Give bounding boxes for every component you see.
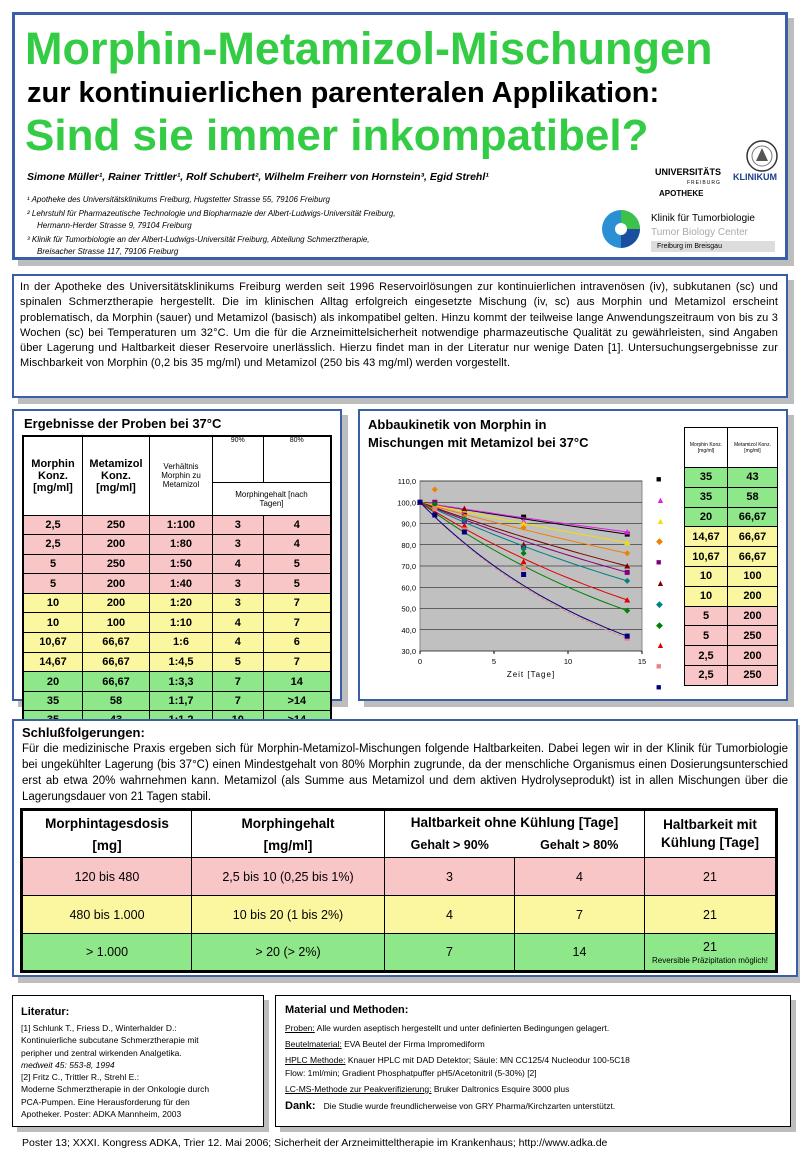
legend-row: [685, 527, 778, 547]
results-cell: 4: [213, 613, 264, 633]
conclusions-cell: 2,5 bis 10 (0,25 bis 1%): [192, 858, 385, 896]
literature-line: [2] Fritz C., Trittler R., Strehl E.:: [21, 1072, 140, 1083]
legend-marker-icon: ▲: [656, 494, 665, 505]
y-tick-label: 70,0: [401, 562, 416, 571]
results-cell: 3: [213, 574, 264, 594]
affiliation-2b: Hermann-Herder Strasse 9, 79104 Freiburg: [37, 221, 192, 230]
methods-title: Material und Methoden:: [285, 1004, 409, 1016]
results-row: [23, 691, 331, 711]
results-cell: 4: [263, 535, 331, 555]
legend-cell: 58: [728, 487, 778, 507]
results-cell: 5: [23, 554, 83, 574]
authors: Simone Müller¹, Rainer Trittler¹, Rolf Schubert², Wilhelm Freiherr von Hornstein³, Egid Strehl¹: [27, 171, 489, 183]
legend-cell: 2,5: [685, 665, 728, 685]
conclusions-panel: [12, 719, 798, 977]
conclusions-table: [20, 808, 778, 973]
methods-hplc-value: Knauer HPLC mit DAD Detektor; Säule: MN CC125/4 Nucleodur 100-5C18: [345, 1055, 630, 1065]
legend-cell: 5: [685, 626, 728, 646]
results-table: [22, 435, 332, 732]
results-row: [23, 535, 331, 555]
legend-cell: 14,67: [685, 527, 728, 547]
legend-marker-icon: ◆: [656, 598, 663, 609]
results-cell: 200: [83, 574, 150, 594]
legend-row: [685, 586, 778, 606]
legend-marker-icon: ■: [656, 474, 662, 484]
legend-marker-icon: ■: [656, 681, 662, 692]
results-cell: 3: [213, 515, 264, 535]
literature-line: medweit 45: 553-8, 1994: [21, 1059, 115, 1070]
legend-row: [685, 665, 778, 685]
x-tick-label: 5: [491, 657, 497, 666]
results-cell: 3: [213, 593, 264, 613]
results-cell: 58: [83, 691, 150, 711]
legend-cell: 200: [728, 606, 778, 626]
logo2-text-c: Freiburg im Breisgau: [651, 241, 775, 252]
results-cell: 7: [263, 613, 331, 633]
conclusions-cell: 3: [385, 858, 515, 896]
data-point: [418, 500, 423, 505]
legend-marker-icon: ▲: [656, 515, 665, 526]
literature-panel: [12, 995, 264, 1127]
y-tick-label: 110,0: [397, 477, 416, 486]
conclusions-cell: 120 bis 480: [22, 858, 192, 896]
legend-marker-icon: ▲: [656, 577, 665, 588]
results-cell: 200: [83, 535, 150, 555]
methods-beutel-value: EVA Beutel der Firma Impromediform: [341, 1039, 485, 1049]
results-row: [23, 554, 331, 574]
literature-line: Kontinuierliche subcutane Schmerztherapie mit: [21, 1035, 199, 1046]
conclusions-row: [22, 858, 777, 896]
legend-row: [685, 547, 778, 567]
legend-cell: 100: [728, 566, 778, 586]
data-point: [625, 634, 630, 639]
results-cell: 4: [263, 515, 331, 535]
results-cell: 5: [263, 554, 331, 574]
results-col-80: 80%: [263, 436, 331, 482]
methods-hplc-flow: Flow: 1ml/min; Gradient Phosphatpuffer pH5/Acetonitril (5-30%) [2]: [285, 1068, 537, 1078]
results-cell: 5: [263, 574, 331, 594]
results-cell: 10: [23, 593, 83, 613]
methods-dank: [285, 1100, 630, 1113]
concl-col-dose-b: [mg]: [92, 838, 122, 853]
results-col-90: 90%: [213, 436, 264, 482]
legend-markers: [656, 469, 676, 698]
conclusions-cell: [645, 934, 777, 972]
results-cell: 1:1,7: [150, 691, 213, 711]
results-cell: 10,67: [23, 633, 83, 653]
title-line-2: zur kontinuierlichen parenteralen Applikation:: [27, 77, 660, 109]
results-row: [23, 652, 331, 672]
results-cell: 66,67: [83, 672, 150, 692]
results-cell: 1:50: [150, 554, 213, 574]
results-col-ratio: Verhältnis Morphin zu Metamizol: [150, 436, 213, 515]
legend-col-morphin: Morphin Konz. [mg/ml]: [685, 428, 728, 468]
legend-cell: 66,67: [728, 507, 778, 527]
concl-col-90: Gehalt > 90%: [385, 834, 515, 858]
results-cell: 14,67: [23, 652, 83, 672]
results-cell: 66,67: [83, 652, 150, 672]
data-point: [521, 566, 526, 571]
legend-marker-icon: ■: [656, 661, 662, 672]
results-cell: 4: [213, 554, 264, 574]
methods-dank-value: Die Studie wurde freundlicherweise von GRY Pharma/Kirchzarten unterstützt.: [323, 1101, 616, 1111]
concl-col-uncooled: Haltbarkeit ohne Kühlung [Tage]: [385, 810, 645, 834]
results-cell: 250: [83, 554, 150, 574]
concl-col-dose-a: Morphintagesdosis: [45, 816, 169, 831]
results-cell: 250: [83, 515, 150, 535]
results-cell: 6: [263, 633, 331, 653]
results-cell: 1:40: [150, 574, 213, 594]
results-cell: 10: [23, 613, 83, 633]
results-row: [23, 593, 331, 613]
conclusions-row: [22, 934, 777, 972]
data-point: [625, 570, 630, 575]
affiliation-2a: ² Lehrstuhl für Pharmazeutische Technologie und Biopharmazie der Albert-Ludwigs-Universität Freiburg,: [27, 209, 396, 218]
results-cell: 200: [83, 593, 150, 613]
legend-cell: 10: [685, 566, 728, 586]
legend-cell: 10: [685, 586, 728, 606]
legend-marker-icon: ◆: [656, 536, 663, 547]
y-tick-label: 40,0: [401, 625, 416, 635]
legend-row: [685, 566, 778, 586]
results-cell: 66,67: [83, 633, 150, 653]
results-col-morphin: Morphin Konz. [mg/ml]: [23, 436, 83, 515]
logo1-text-c: FREIBURG: [687, 180, 721, 186]
title-line-3: Sind sie immer inkompatibel?: [25, 111, 649, 160]
results-cell: 1:100: [150, 515, 213, 535]
concl-col-content: [192, 810, 385, 858]
legend-cell: 250: [728, 626, 778, 646]
conclusions-cooled-value: 21: [703, 939, 717, 954]
results-row: [23, 633, 331, 653]
methods-proben-value: Alle wurden aseptisch hergestellt und unter definierten Bedingungen gelagert.: [314, 1023, 610, 1033]
methods-beutel-key: Beutelmaterial:: [285, 1039, 342, 1049]
logo1-text-a: UNIVERSITÄTS: [655, 167, 722, 177]
conclusions-cooled-value: 21: [703, 907, 717, 922]
results-cell: >14: [263, 691, 331, 711]
concl-col-80: Gehalt > 80%: [514, 834, 644, 858]
legend-cell: 66,67: [728, 547, 778, 567]
data-point: [462, 530, 467, 535]
methods-lcms-value: Bruker Daltronics Esquire 3000 plus: [431, 1084, 570, 1094]
legend-col-metamizol: Metamizol Konz. [mg/ml]: [728, 428, 778, 468]
conclusions-cell: 10 bis 20 (1 bis 2%): [192, 896, 385, 934]
data-point: [432, 513, 437, 518]
concl-col-content-b: [mg/ml]: [263, 838, 313, 853]
results-row: [23, 613, 331, 633]
literature-line: [1] Schlunk T., Friess D., Winterhalder D.:: [21, 1023, 177, 1033]
conclusions-text: Für die medizinische Praxis ergeben sich für Morphin-Metamizol-Mischungen folgende Haltbarkeiten. Dabei legen wir in der Klinik für Tumorbiologie bei ungekühlter Lagerung (bis 37°C) einen Mindestgehalt von 80% Morphin zugrunde, da der menschliche Organismus einen Dosierungsunterschied erst ab etwa 20% wahrnehmen kann. Metamizol (als Summe aus Metamizol und dem aktiven Hydrolyseprodukt) ist in allen Mischungen über die Lagerungsdauer von 21 Tagen stabil.: [22, 743, 788, 803]
results-row: [23, 574, 331, 594]
legend-cell: 2,5: [685, 646, 728, 666]
legend-marker-icon: ■: [656, 557, 662, 568]
results-row: [23, 672, 331, 692]
results-cell: 1:3,3: [150, 672, 213, 692]
legend-cell: 35: [685, 487, 728, 507]
results-cell: 1:6: [150, 633, 213, 653]
legend-cell: 200: [728, 586, 778, 606]
kinetics-chart: [362, 457, 672, 697]
x-tick-label: 0: [417, 657, 423, 666]
methods-proben: [285, 1022, 630, 1035]
results-cell: 100: [83, 613, 150, 633]
conclusions-cell: 7: [385, 934, 515, 972]
title-line-1: Morphin-Metamizol-Mischungen: [25, 23, 713, 74]
legend-cell: 35: [685, 468, 728, 488]
methods-hplc-key: HPLC Methode:: [285, 1055, 346, 1065]
literature-line: Apotheker. Poster: ADKA Mannheim, 2003: [21, 1109, 182, 1120]
kinetics-title-2: Mischungen mit Metamizol bei 37°C: [368, 435, 589, 450]
legend-row: [685, 468, 778, 488]
results-cell: 1:20: [150, 593, 213, 613]
legend-cell: 200: [728, 646, 778, 666]
data-point: [432, 506, 437, 511]
intro-text: In der Apotheke des Universitätsklinikums Freiburg werden seit 1996 Reservoirlösungen zur kontinuierlichen intravenösen (iv), subkutanen (sc) und spinalen Schmerztherapie hergestellt. Die im klinischen Alltag erfolgreich eingesetzte Mischung (iv, sc) aus Morphin und Metamizol erscheint problematisch, da Morphin (sauer) und Metamizol (basisch) als inkompatibel gelten. Hinzu kommt der teilweise lange Anwendungszeitraum von bis zu 3 Wochen (sc) bei Temperaturen um 32°C. Um die für die Arzneimittelsicherheit notwendige pharmazeutische Qualität zu gewährleisten, sind Angaben über Lagerung und Haltbarkeit dieser Reservoire unerlässlich. Hierzu findet man in der Literatur nur wenige Daten [1]. Untersuchungsergebnisse zur Mischbarkeit von Morphin (0,2 bis 35 mg/ml) und Metamizol (250 bis 43 mg/ml) werden vorgestellt.: [20, 281, 778, 370]
y-tick-label: 30,0: [401, 647, 416, 656]
legend-cell: 10,67: [685, 547, 728, 567]
conclusions-cell: > 1.000: [22, 934, 192, 972]
methods-list: [285, 1022, 630, 1113]
results-cell: 1:80: [150, 535, 213, 555]
y-tick-label: 100,0: [397, 498, 416, 508]
results-col-metamizol: Metamizol Konz. [mg/ml]: [83, 436, 150, 515]
legend-cell: 20: [685, 507, 728, 527]
concl-col-dose: [22, 810, 192, 858]
literature-line: peripher und zentral wirkenden Analgetika.: [21, 1047, 182, 1058]
conclusions-title: Schlußfolgerungen:: [22, 725, 145, 740]
results-cell: 7: [263, 593, 331, 613]
literature-line: PCA-Pumpen. Eine Herausforderung für den: [21, 1096, 190, 1107]
results-row: [23, 515, 331, 535]
results-cell: 5: [213, 652, 264, 672]
data-point: [521, 572, 526, 577]
legend-cell: 250: [728, 665, 778, 685]
x-tick-label: 10: [563, 657, 573, 666]
literature-title: Literatur:: [21, 1006, 70, 1018]
conclusions-note: Reversible Präzipitation möglich!: [651, 955, 769, 965]
results-cell: 1:4,5: [150, 652, 213, 672]
methods-hplc: [285, 1054, 630, 1067]
results-cell: 5: [23, 574, 83, 594]
legend-cell: 5: [685, 606, 728, 626]
methods-lcms: [285, 1083, 630, 1096]
methods-beutel: [285, 1038, 630, 1051]
conclusions-cell: 4: [514, 858, 644, 896]
intro-panel: [12, 274, 788, 398]
methods-panel: [275, 995, 791, 1127]
results-cell: 35: [23, 691, 83, 711]
logo1-text-b: KLINIKUM: [733, 172, 777, 182]
legend-cell: 66,67: [728, 527, 778, 547]
conclusions-cell: > 20 (> 2%): [192, 934, 385, 972]
results-cell: 2,5: [23, 515, 83, 535]
legend-row: [685, 606, 778, 626]
header-panel: [12, 12, 788, 260]
conclusions-cell: [645, 858, 777, 896]
y-tick-label: 90,0: [401, 519, 416, 529]
results-cell: 1:10: [150, 613, 213, 633]
x-tick-label: 15: [637, 657, 647, 666]
legend-row: [685, 646, 778, 666]
tumor-biology-logo: [599, 207, 785, 257]
literature-line: Moderne Schmerztherapie in der Onkologie durch: [21, 1084, 210, 1095]
university-hospital-logo: [655, 139, 785, 201]
footer-text: Poster 13; XXXI. Kongress ADKA, Trier 12. Mai 2006; Sicherheit der Arzneimitteltherapie im Krankenhaus; http://www.adka.de: [22, 1137, 608, 1149]
results-cell: 3: [213, 535, 264, 555]
results-cell: 2,5: [23, 535, 83, 555]
conclusions-row: [22, 896, 777, 934]
methods-proben-key: Proben:: [285, 1023, 315, 1033]
legend-row: [685, 487, 778, 507]
affiliation-1: ¹ Apotheke des Universitätsklinikums Freiburg, Hugstetter Strasse 55, 79106 Freiburg: [27, 195, 330, 204]
results-cell: 7: [213, 691, 264, 711]
results-col-morphingehalt: Morphingehalt [nach Tagen]: [213, 482, 332, 515]
results-title: Ergebnisse der Proben bei 37°C: [24, 416, 222, 431]
conclusions-cell: 14: [514, 934, 644, 972]
conclusions-cell: [645, 896, 777, 934]
results-cell: 20: [23, 672, 83, 692]
affiliation-3b: Breisacher Strasse 117, 79106 Freiburg: [37, 247, 179, 256]
legend-cell: 43: [728, 468, 778, 488]
results-cell: 7: [263, 652, 331, 672]
conclusions-cell: 7: [514, 896, 644, 934]
university-seal-icon: [745, 139, 779, 173]
concl-col-cooled: Haltbarkeit mit Kühlung [Tage]: [645, 810, 777, 858]
legend-row: [685, 507, 778, 527]
legend-marker-icon: ◆: [656, 619, 663, 630]
legend-marker-icon: ▲: [656, 640, 665, 651]
conclusions-cell: 480 bis 1.000: [22, 896, 192, 934]
literature-list: [21, 1022, 209, 1120]
logo2-text-b: Tumor Biology Center: [651, 227, 748, 238]
concl-col-content-a: Morphingehalt: [241, 816, 335, 831]
conclusions-cell: 4: [385, 896, 515, 934]
logo1-text-d: APOTHEKE: [659, 189, 704, 198]
results-panel: [12, 409, 342, 708]
results-cell: 7: [213, 672, 264, 692]
x-axis-label: Zeit [Tage]: [506, 670, 556, 679]
y-tick-label: 50,0: [401, 604, 416, 614]
y-tick-label: 80,0: [401, 540, 416, 550]
conclusions-cooled-value: 21: [703, 869, 717, 884]
tumor-center-logo-icon: [599, 207, 645, 251]
results-cell: 4: [213, 633, 264, 653]
y-tick-label: 60,0: [401, 583, 416, 593]
kinetics-panel: [358, 409, 788, 701]
kinetics-legend-table: [684, 427, 778, 686]
affiliation-3a: ³ Klinik für Tumorbiologie an der Albert-Ludwigs-Universität Freiburg, Abteilung Schmerztherapie,: [27, 235, 370, 244]
methods-dank-key: Dank:: [285, 1100, 316, 1112]
kinetics-title-1: Abbaukinetik von Morphin in: [368, 417, 547, 432]
logo2-text-a: Klinik für Tumorbiologie: [651, 213, 755, 224]
results-cell: 14: [263, 672, 331, 692]
methods-lcms-key: LC-MS-Methode zur Peakverifizierung:: [285, 1084, 432, 1094]
legend-row: [685, 626, 778, 646]
